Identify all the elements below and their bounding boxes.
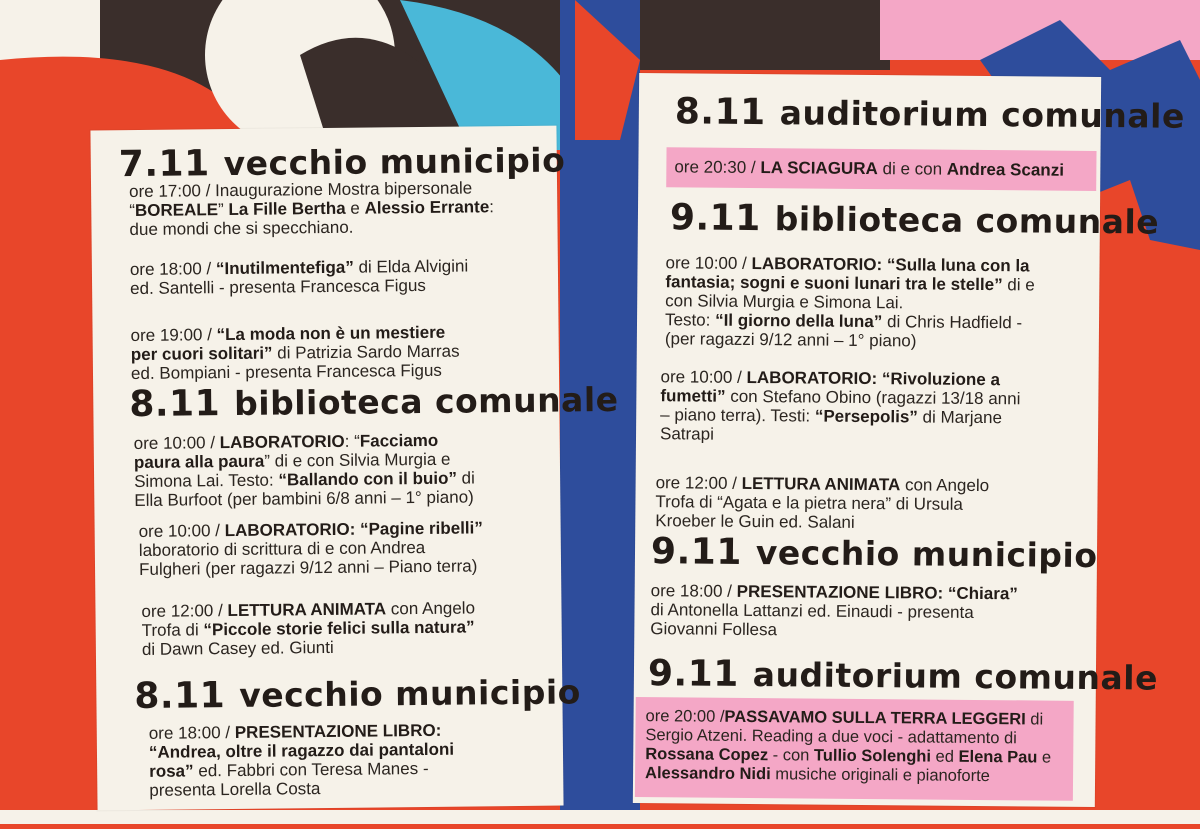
heading-venue: vecchio municipio xyxy=(239,672,582,715)
event-entry: ore 12:00 / LETTURA ANIMATA con Angelo Trofa di “Agata e la pietra nera” di Ursula Kroeber le Guin ed. Salani xyxy=(655,473,990,532)
heading-venue: auditorium comunale xyxy=(752,655,1159,698)
event-entry: ore 19:00 / “La moda non è un mestiere per cuori solitari” di Patrizia Sardo Marras ed. Bompiani - presenta Francesca Figus xyxy=(130,322,460,384)
heading-venue: biblioteca comunale xyxy=(774,199,1160,242)
event-entry: ore 10:00 / LABORATORIO: “Rivoluzione a fumetti” con Stefano Obino (ragazzi 13/18 anni – piano terra). Testi: “Persepolis” di Marjane Satrapi xyxy=(659,367,1021,444)
event-entry: ore 10:00 / LABORATORIO: “Pagine ribelli” laboratorio di scrittura di e con Andrea Fulgheri (per ragazzi 9/12 anni – Piano terra) xyxy=(138,518,483,579)
day-heading xyxy=(651,531,1098,576)
event-entry: ore 20:00 /PASSAVAMO SULLA TERRA LEGGERI di Sergio Atzeni. Reading a due voci - adattamento di Rossana Copez - con Tullio Solenghi ed Elena Pau e Alessandro Nidi musiche originali e pianoforte xyxy=(645,707,1052,786)
day-heading xyxy=(129,379,619,425)
event-entry: ore 12:00 / LETTURA ANIMATA con Angelo Trofa di “Piccole storie felici sulla natura” di Dawn Casey ed. Giunti xyxy=(141,598,476,659)
day-heading xyxy=(134,671,581,717)
heading-venue: auditorium comunale xyxy=(779,93,1186,136)
left-schedule-card xyxy=(90,126,619,811)
heading-date: 8.11 xyxy=(129,383,221,426)
event-entry: ore 18:00 / “Inutilmentefiga” di Elda Alvigini ed. Santelli - presenta Francesca Figus xyxy=(129,256,469,299)
heading-date: 8.11 xyxy=(674,91,766,134)
heading-venue: vecchio municipio xyxy=(223,140,566,184)
right-schedule-card xyxy=(633,73,1186,807)
heading-date: 9.11 xyxy=(650,531,743,573)
event-entry: ore 10:00 / LABORATORIO: “Sulla luna con la fantasia; sogni e suoni lunari tra le stelle” di e con Silvia Murgia e Simona Lai. Testo: “Il giorno della luna” di Chris Hadfield - (per ragazzi 9/12 anni – 1° piano) xyxy=(664,253,1035,351)
day-heading xyxy=(648,653,1158,698)
heading-venue: biblioteca comunale xyxy=(233,379,619,423)
day-heading xyxy=(670,197,1160,242)
event-entry: ore 20:30 / LA SCIAGURA di e con Andrea Scanzi xyxy=(674,157,1065,180)
event-entry: ore 17:00 / Inaugurazione Mostra bipersonale “BOREALE” La Fille Bertha e Alessio Errante: due mondi che si specchiano. xyxy=(128,178,495,240)
event-entry: ore 18:00 / PRESENTAZIONE LIBRO: “Chiara” di Antonella Lattanzi ed. Einaudi - presenta Giovanni Follesa xyxy=(650,581,1018,640)
heading-date: 8.11 xyxy=(134,675,226,718)
day-heading xyxy=(675,91,1185,136)
event-entry: ore 10:00 / LABORATORIO: “Facciamo paura alla paura” di e con Silvia Murgia e Simona Lai. Testo: “Ballando con il buio” di Ella Burfoot (per bambini 6/8 anni – 1° piano) xyxy=(133,430,475,511)
event-entry: ore 18:00 / PRESENTAZIONE LIBRO: “Andrea, oltre il ragazzo dai pantaloni rosa” ed. Fabbri con Teresa Manes - presenta Lorella Costa xyxy=(148,720,455,800)
heading-venue: vecchio municipio xyxy=(755,533,1098,576)
heading-date: 9.11 xyxy=(669,197,761,240)
heading-date: 7.11 xyxy=(118,143,210,186)
heading-date: 9.11 xyxy=(647,653,739,695)
